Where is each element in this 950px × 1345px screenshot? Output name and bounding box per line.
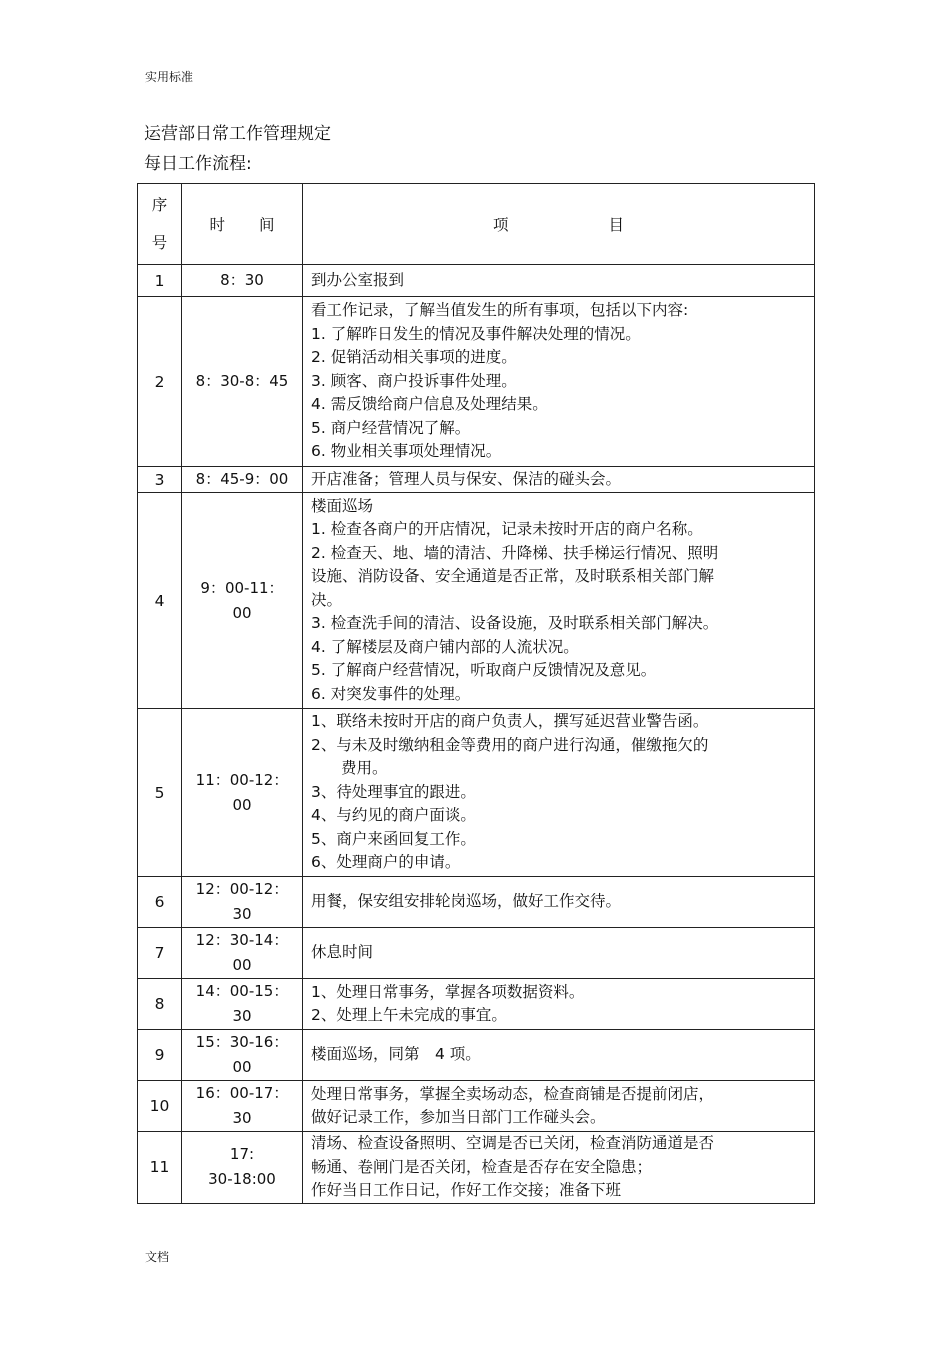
row-time <box>182 928 303 979</box>
row-index: 4 <box>138 493 182 709</box>
row-time <box>182 493 303 709</box>
section-title: 每日工作流程: <box>144 154 252 174</box>
row-content <box>303 1132 815 1204</box>
row-time-line: 15：30-16： <box>195 1033 289 1051</box>
table-row <box>138 979 815 1030</box>
row-content-line: 1. 检查各商户的开店情况，记录未按时开店的商户名称。 <box>311 520 703 539</box>
row-time-line: 00 <box>232 795 252 814</box>
row-content-line: 6、处理商户的申请。 <box>311 853 461 872</box>
table-row <box>138 467 815 493</box>
table-row <box>138 1030 815 1081</box>
row-content <box>303 493 815 709</box>
row-index: 1 <box>138 265 182 297</box>
row-content-line: 休息时间 <box>311 943 374 962</box>
row-content-line: 2. 促销活动相关事项的进度。 <box>311 348 517 367</box>
row-time <box>182 709 303 877</box>
header-index-line1: 序 <box>151 196 168 214</box>
row-time <box>182 1132 303 1204</box>
table-header-row <box>138 184 815 265</box>
row-content-line: 到办公室报到 <box>311 270 405 289</box>
row-content-line: 清场、检查设备照明、空调是否已关闭，检查消防通道是否 <box>311 1134 715 1152</box>
row-time-line: 8：30 <box>220 271 264 289</box>
row-time-line: 11：00-12： <box>195 770 289 789</box>
page-header-note: 实用标准 <box>145 70 194 84</box>
row-time-line: 17: <box>229 1145 255 1164</box>
header-time-left: 时 <box>209 216 225 234</box>
table-body <box>138 265 815 1204</box>
row-time-line: 9：00-11： <box>200 578 284 597</box>
row-time <box>182 979 303 1030</box>
row-content-line: 4. 了解楼层及商户铺内部的人流状况。 <box>311 637 579 656</box>
row-index: 10 <box>138 1081 182 1132</box>
row-content <box>303 709 815 877</box>
header-item <box>303 184 815 265</box>
row-index: 6 <box>138 877 182 928</box>
row-content-line: 决。 <box>311 590 343 609</box>
row-time <box>182 265 303 297</box>
header-index <box>138 184 182 265</box>
row-time-line: 30 <box>232 1109 252 1127</box>
header-time-right: 间 <box>259 216 275 234</box>
table-row <box>138 1081 815 1132</box>
row-content-line: 用餐，保安组安排轮岗巡场，做好工作交待。 <box>311 892 622 911</box>
row-time-line: 00 <box>232 603 252 622</box>
table-row <box>138 493 815 709</box>
row-time-line: 8：45-9：00 <box>195 470 289 488</box>
row-time <box>182 1081 303 1132</box>
row-content-line: 3. 检查洗手间的清洁、设备设施，及时联系相关部门解决。 <box>311 614 719 633</box>
row-content-line: 开店准备；管理人员与保安、保洁的碰头会。 <box>311 469 622 488</box>
table-row <box>138 928 815 979</box>
row-time-line: 14：00-15： <box>195 982 289 1000</box>
row-index: 5 <box>138 709 182 877</box>
row-content-line: 1. 了解昨日发生的情况及事件解决处理的情况。 <box>311 324 641 343</box>
row-index: 9 <box>138 1030 182 1081</box>
row-content-line: 2、与未及时缴纳租金等费用的商户进行沟通，催缴拖欠的 <box>311 735 709 754</box>
table-row <box>138 1132 815 1204</box>
row-time-line: 16：00-17： <box>195 1084 289 1102</box>
row-content-line: 4. 需反馈给商户信息及处理结果。 <box>311 395 548 414</box>
row-content-line: 5. 商户经营情况了解。 <box>311 418 471 437</box>
row-time-line: 30 <box>232 905 252 923</box>
row-index: 8 <box>138 979 182 1030</box>
row-content-line: 作好当日工作日记，作好工作交接；准备下班 <box>311 1181 622 1199</box>
row-content-line: 3. 顾客、商户投诉事件处理。 <box>311 371 517 390</box>
row-time <box>182 877 303 928</box>
row-content-line: 2、处理上午未完成的事宜。 <box>311 1006 507 1024</box>
row-content <box>303 877 815 928</box>
row-content-line: 做好记录工作，参加当日部门工作碰头会。 <box>311 1108 606 1126</box>
row-index: 2 <box>138 297 182 467</box>
row-content-line: 6. 对突发事件的处理。 <box>311 684 471 703</box>
row-content <box>303 928 815 979</box>
row-content-line: 楼面巡场，同第 4 项。 <box>311 1045 481 1064</box>
table-row <box>138 709 815 877</box>
row-time <box>182 297 303 467</box>
row-content <box>303 467 815 493</box>
row-content-line: 楼面巡场 <box>311 496 374 515</box>
header-index-line2: 号 <box>151 234 168 252</box>
page-footer-note: 文档 <box>145 1250 170 1264</box>
table-row <box>138 877 815 928</box>
row-content-line: 1、联络未按时开店的商户负责人，撰写延迟营业警告函。 <box>311 712 709 731</box>
row-content-line: 1、处理日常事务，掌握各项数据资料。 <box>311 982 585 1001</box>
row-content <box>303 979 815 1030</box>
row-content <box>303 265 815 297</box>
row-time-line: 12：30-14： <box>195 931 289 949</box>
header-item-left: 项 <box>492 216 509 234</box>
row-content-line: 5. 了解商户经营情况，听取商户反馈情况及意见。 <box>311 661 657 680</box>
row-content-line: 2. 检查天、地、墙的清洁、升降梯、扶手梯运行情况、照明 <box>311 543 719 562</box>
header-time <box>182 184 303 265</box>
document-title: 运营部日常工作管理规定 <box>144 124 331 144</box>
row-content-line: 4、与约见的商户面谈。 <box>311 806 476 825</box>
row-time <box>182 467 303 493</box>
row-content <box>303 297 815 467</box>
row-time-line: 12：00-12： <box>195 880 289 898</box>
row-content-line: 3、待处理事宜的跟进。 <box>311 782 476 801</box>
row-content-line: 畅通、卷闸门是否关闭，检查是否存在安全隐患； <box>311 1157 653 1176</box>
table-row <box>138 297 815 467</box>
row-time-line: 30-18:00 <box>208 1170 276 1189</box>
row-content <box>303 1081 815 1132</box>
row-content-line: 设施、消防设备、安全通道是否正常，及时联系相关部门解 <box>311 567 715 586</box>
row-time-line: 00 <box>232 956 252 974</box>
row-content-line: 看工作记录，了解当值发生的所有事项，包括以下内容: <box>311 301 689 320</box>
row-content-line: 费用。 <box>341 759 388 778</box>
header-item-right: 目 <box>608 216 625 234</box>
daily-workflow-table <box>137 183 815 1204</box>
table-row <box>138 265 815 297</box>
row-index: 7 <box>138 928 182 979</box>
row-time <box>182 1030 303 1081</box>
row-time-line: 30 <box>232 1007 252 1025</box>
row-time-line: 00 <box>232 1058 252 1076</box>
row-content <box>303 1030 815 1081</box>
row-index: 3 <box>138 467 182 493</box>
row-content-line: 5、商户来函回复工作。 <box>311 829 476 848</box>
row-time-line: 8：30-8：45 <box>195 372 289 390</box>
row-content-line: 处理日常事务，掌握全卖场动态，检查商铺是否提前闭店， <box>311 1084 715 1103</box>
row-index: 11 <box>138 1132 182 1204</box>
row-content-line: 6. 物业相关事项处理情况。 <box>311 442 502 461</box>
